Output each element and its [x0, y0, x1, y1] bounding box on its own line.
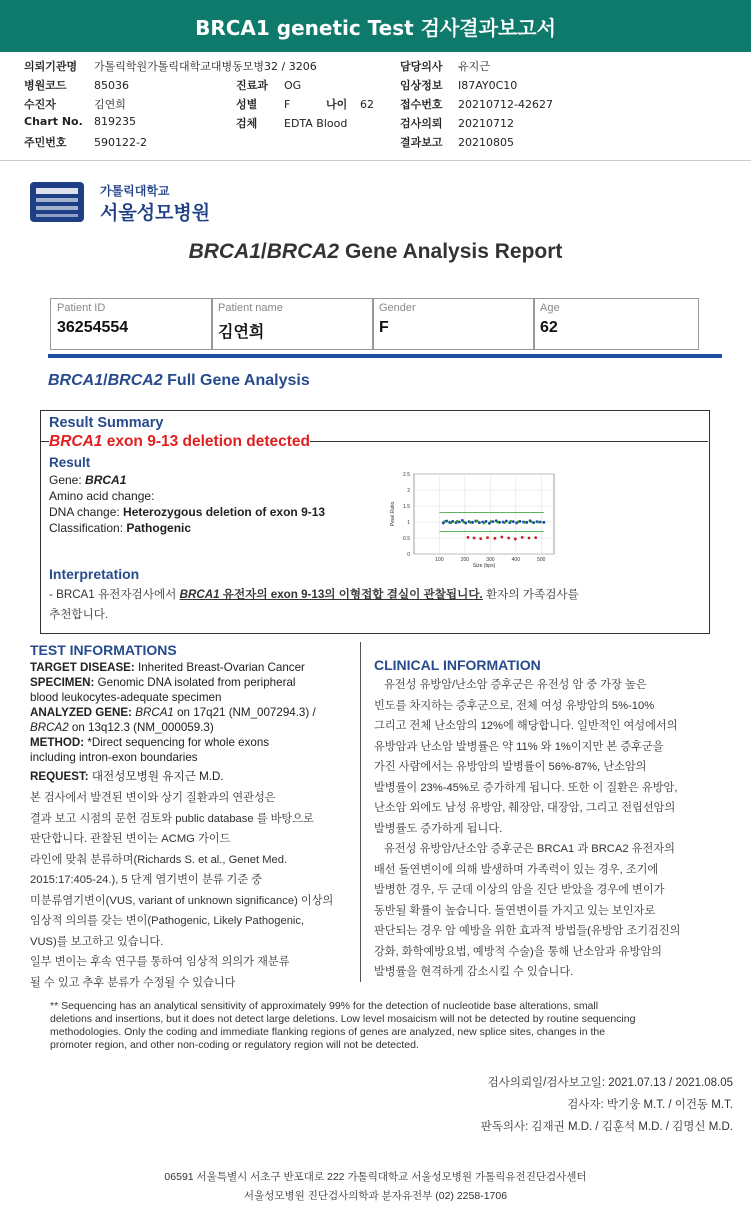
data-point [521, 536, 524, 539]
x-tick-label: 300 [486, 557, 495, 563]
header-field: Chart No. 819235 [24, 115, 136, 128]
y-tick-label: 2 [407, 488, 410, 494]
data-point [462, 521, 465, 524]
data-point [494, 537, 497, 540]
test-informations [30, 642, 356, 993]
footer-address: 06591 서울특별시 서초구 반포대로 222 가톨릭대학교 서울성모병원 가톨릭유전진단검사센터 서울성모병원 진단검사의학과 분자유전부 (02) 2258-1706 [164, 1171, 587, 1202]
patient-gender-cell: Gender F [372, 298, 535, 350]
dna-line: DNA change: Heterozygous deletion of exon 9-13 [49, 505, 326, 519]
data-point [530, 520, 533, 523]
y-tick-label: 2.5 [403, 472, 410, 478]
data-point [503, 521, 506, 524]
gene-line: Gene: BRCA1 [49, 473, 127, 487]
data-point [479, 537, 482, 540]
logo-university: 가톨릭대학교 [100, 184, 170, 198]
result-summary-box [40, 410, 710, 634]
result-summary-heading: Result Summary [49, 415, 164, 431]
header-field: 결과보고 20210805 [400, 136, 514, 149]
data-point [473, 537, 476, 540]
header-field: 의뢰기관명 가톨릭학원가톨릭대학교대병동모병32 / 3206 [24, 60, 317, 73]
data-point [534, 536, 537, 539]
report-top-title: BRCA1 genetic Test 검사결과보고서 [0, 0, 751, 52]
y-tick-label: 1 [407, 520, 410, 526]
header-field: 성별 F 나이 62 [236, 98, 374, 111]
test-info-details: TARGET DISEASE: Inherited Breast-Ovarian Cancer SPECIMEN: Genomic DNA isolated from peripheral blood leukocytes-adequate specimen ANALYZED GENE: BRCA1 on 17q21 (NM_007294.3) / BRCA2 on 13q12.3 (NM_000059.3) METHOD: *Direct sequencing for whole exons including intron-exon boundaries REQUEST: 대전성모병원 유지근 M.D. [30, 661, 316, 783]
x-axis-label: Size (bps) [472, 563, 496, 569]
x-tick-label: 500 [537, 557, 546, 563]
clinical-information [374, 657, 718, 983]
data-point [509, 520, 512, 523]
data-point [496, 521, 499, 524]
test-info-heading: TEST INFORMATIONS [30, 642, 177, 658]
data-point [467, 536, 470, 539]
hospital-seal-icon [28, 180, 86, 224]
x-tick-label: 400 [511, 557, 520, 563]
data-point [542, 521, 545, 524]
x-tick-label: 100 [435, 557, 444, 563]
data-point [528, 537, 531, 540]
y-tick-label: 1.5 [403, 504, 410, 510]
data-point [456, 520, 459, 523]
signature-line: 검사의뢰일/검사보고일: 2021.07.13 / 2021.08.05 [487, 1077, 733, 1089]
data-point [500, 536, 503, 539]
header-right-col [400, 58, 553, 153]
data-point [486, 536, 489, 539]
data-point [478, 521, 481, 524]
clinical-heading: CLINICAL INFORMATION [374, 657, 541, 673]
section-rule [48, 354, 722, 358]
patient-age-cell: Age 62 [533, 298, 699, 350]
data-point [532, 521, 535, 524]
result-details [49, 472, 325, 536]
header-field: 진료과 OG [236, 79, 302, 92]
test-info-body: 본 검사에서 발견된 변이와 상기 질환과의 연관성은 결과 보고 시점의 문헌 검토와 public database 를 바탕으로 판단합니다. 관찰된 변이는 ACMG 가이드 라인에 맞춰 분류하며(Richards S. et al., Genet Med. 2015:17:405-24.), 5 단계 염기변이 분류 기준 중 미분류염기변이(VUS, variant of unknown significance) 이상의 임상적 의의를 갖는 변이(Pathogenic, Likely Pathogenic, VUS)를 보고하고 있습니다. 일부 변이는 후속 연구를 통하여 임상적 의의가 재분류 될 수 있고 추후 분류가 수정될 수 있습니다 [30, 792, 334, 989]
plot-area [414, 474, 554, 554]
patient-id-cell: Patient ID 36254554 [50, 298, 213, 350]
data-point [450, 521, 453, 524]
data-point [443, 520, 446, 523]
header-field: 검사의뢰 20210712 [400, 117, 514, 130]
finding-text: BRCA1 exon 9-13 deletion detected [49, 433, 310, 450]
data-point [476, 520, 479, 523]
header-field: 담당의사 유지근 [400, 60, 490, 73]
header-field: 검체 EDTA Blood [236, 117, 348, 130]
data-point [512, 520, 515, 523]
data-point [516, 521, 519, 524]
column-divider [360, 642, 361, 982]
data-point [489, 520, 492, 523]
y-tick-label: 0.5 [403, 536, 410, 542]
interpretation-heading: Interpretation [49, 566, 140, 582]
signature-line: 판독의사: 김재권 M.D. / 김훈석 M.D. / 김명신 M.D. [480, 1121, 733, 1133]
header-field: 병원코드 85036 [24, 79, 129, 92]
classification-line: Classification: Pathogenic [49, 521, 192, 535]
header-mid-col [236, 77, 374, 134]
data-point [483, 522, 486, 525]
header-divider [0, 160, 751, 161]
y-tick-label: 0 [407, 552, 410, 558]
header-field: 수진자 김연희 [24, 98, 126, 111]
result-heading: Result [49, 455, 91, 470]
logo-hospital: 서울성모병원 [100, 202, 211, 224]
y-axis-label: Peak Ratio [390, 501, 396, 527]
x-tick-label: 200 [460, 557, 470, 563]
hospital-logo [28, 180, 211, 228]
signatures [481, 1074, 733, 1140]
data-point [507, 537, 510, 540]
header-field: 임상정보 I87AY0C10 [400, 79, 518, 92]
report-title: BRCA1/BRCA2 Gene Analysis Report [188, 240, 563, 263]
interpretation-text: - BRCA1 유전자검사에서 BRCA1 유전자의 exon 9-13의 이형접합 결실이 관찰됩니다. 환자의 가족검사를 추천합니다. [49, 588, 579, 621]
signature-line: 검사자: 박기웅 M.T. / 이건동 M.T. [567, 1099, 733, 1111]
data-point [514, 538, 517, 541]
sensitivity-footnote: ** Sequencing has an analytical sensitivity of approximately 99% for the detection of nucleotide base alterations, small deletions and insertions, but it does not detect large deletions. Low level mosaicism will not be detected by routine sequencing methodologies. Only the coding and immediate flanking regions of genes are analyzed, new splice sites, changes in the promoter region, and other non-coding or regulatory region will not be detected. [50, 1000, 636, 1051]
data-point [469, 521, 472, 524]
aa-line: Amino acid change: [49, 489, 155, 503]
full-analysis-heading: BRCA1/BRCA2 Full Gene Analysis [48, 372, 310, 389]
data-point [537, 521, 540, 524]
header-field: 주민번호 590122-2 [24, 136, 147, 149]
data-point [523, 521, 526, 524]
peak-ratio-chart [386, 466, 566, 576]
clinical-body: 유전성 유방암/난소암 증후군은 유전성 암 중 가장 높은 빈도를 차지하는 증후군으로, 전체 여성 유방암의 5%-10% 그리고 전체 난소암의 12%에 해당합니다. 일반적인 여성에서의 유방암과 난소암 발병률은 약 11% 와 1%이지만 본 증후군을 가진 사람에서는 유방암의 발병률이 56%-87%, 난소암의 발병률이 23%-45%로 증가하게 됩니다. 또한 이 질환은 유방암, 난소암 외에도 남성 유방암, 췌장암, 대장암, 그리고 전립선암의 발병률도 증가하게 됩니다. 유전성 유방암/난소암 증후군은 BRCA1 과 BRCA2 유전자의 배선 돌연변이에 의해 발생하며 가족력이 있는 경우, 조기에 발병한 경우, 두 군데 이상의 암을 진단 받았을 경우에 변이가 동반될 확률이 높습니다. 돌연변이를 가지고 있는 보인자로 판단되는 경우 암 예방을 위한 효과적 방법들(유방암 조기검진의 강화, 화학예방요법, 예방적 수술)을 통해 난소암과 유방암의 발병률을 현격하게 감소시킬 수 있습니다. [374, 679, 681, 978]
patient-name-cell: Patient name 김연희 [211, 298, 374, 350]
header-field: 접수번호 20210712-42627 [400, 98, 553, 111]
